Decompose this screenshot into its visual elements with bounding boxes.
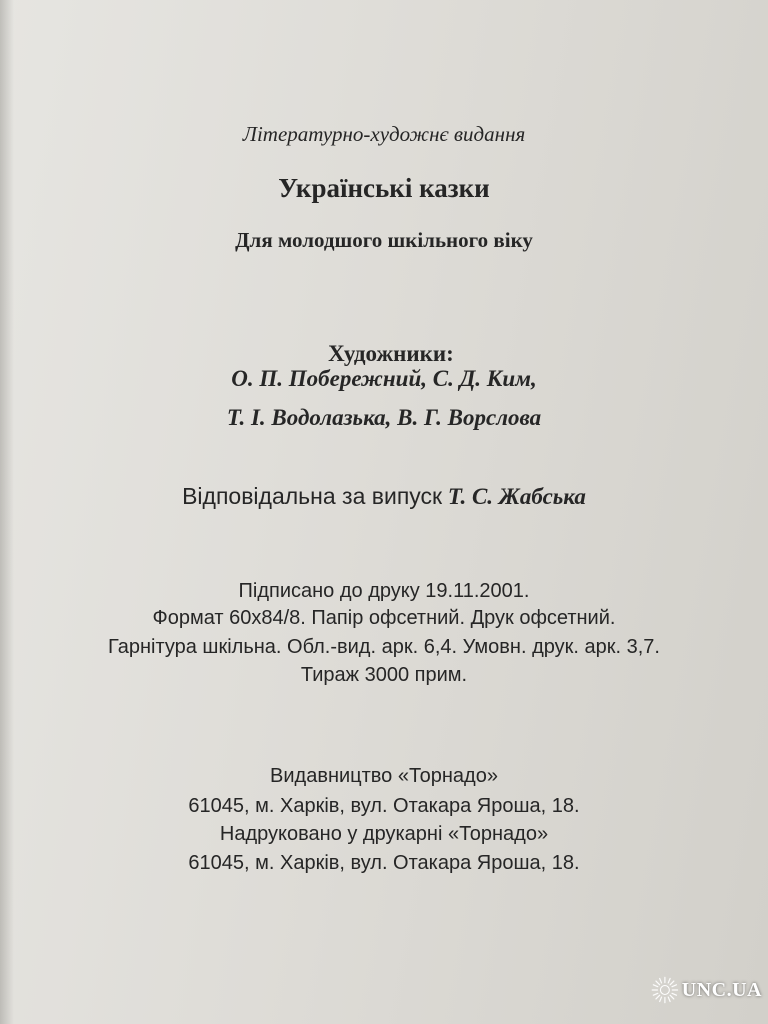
age-group-line: Для молодшого шкільного віку — [235, 228, 533, 252]
watermark-text: UNC.UA — [681, 978, 762, 1001]
genre-line: Літературно-художнє видання — [242, 122, 526, 146]
book-title: Українські казки — [278, 173, 490, 203]
printing-house: Надруковано у друкарні «Торнадо» — [219, 823, 549, 845]
responsible-line — [0, 483, 768, 510]
responsible-label: Відповідальна за випуск — [182, 483, 443, 509]
sunburst-icon — [650, 970, 680, 1010]
publisher-address: 61045, м. Харків, вул. Отакара Яроша, 18. — [188, 795, 580, 817]
imprint-signed: Підписано до друку 19.11.2001. — [238, 580, 530, 602]
artists-label: Художники: — [328, 341, 454, 366]
publisher-name: Видавництво «Торнадо» — [270, 765, 498, 787]
responsible-name: Т. С. Жабська — [447, 484, 586, 509]
imprint-print-run: Тираж 3000 прим. — [300, 664, 468, 686]
watermark — [650, 962, 762, 1018]
imprint-format: Формат 60х84/8. Папір офсетний. Друк офсетний. — [152, 607, 616, 629]
artists-names-line-1: О. П. Побережний, С. Д. Ким, — [231, 366, 537, 391]
printing-house-address: 61045, м. Харків, вул. Отакара Яроша, 18. — [188, 852, 580, 874]
artists-names-line-2: Т. І. Водолазька, В. Г. Ворслова — [226, 405, 542, 430]
imprint-typeface: Гарнітура шкільна. Обл.-вид. арк. 6,4. Умовн. друк. арк. 3,7. — [108, 636, 660, 658]
